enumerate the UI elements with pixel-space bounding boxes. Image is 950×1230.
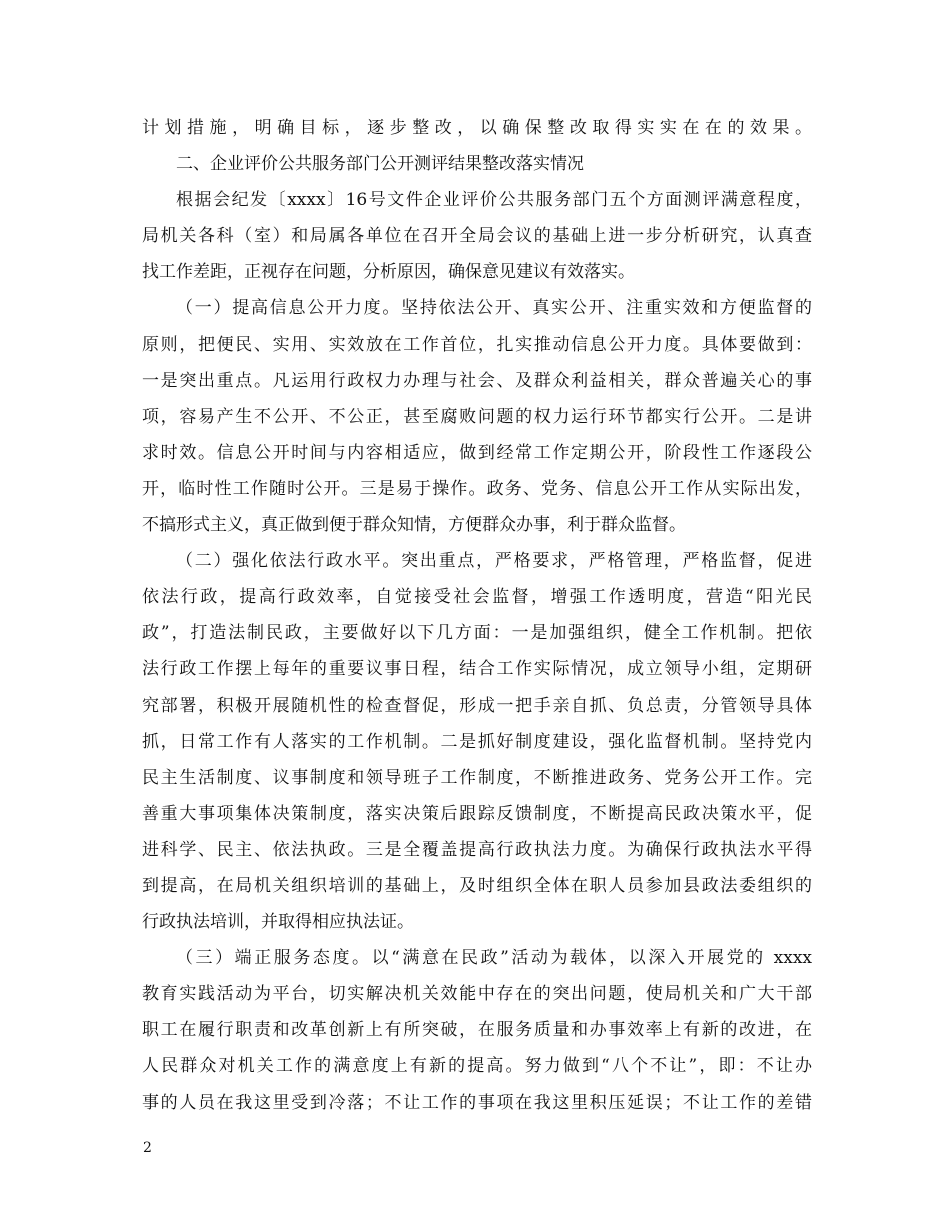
text-line: 根据会纪发〔xxxx〕16号文件企业评价公共服务部门五个方面测评满意程度， bbox=[176, 190, 812, 211]
text-line: 究部署，积极开展随机性的检查督促，形成一把手亲自抓、负总责，分管领导具体 bbox=[142, 695, 812, 716]
text-line: 找工作差距，正视存在问题，分析原因，确保意见建议有效落实。 bbox=[142, 262, 635, 283]
text-line: 教育实践活动为平台，切实解决机关效能中存在的突出问题，使局机关和广大干部 bbox=[142, 984, 812, 1005]
text-line: 职工在履行职责和改革创新上有所突破，在服务质量和办事效率上有新的改进，在 bbox=[142, 1020, 812, 1041]
text-line: 法行政工作摆上每年的重要议事日程，结合工作实际情况，成立领导小组，定期研 bbox=[142, 659, 812, 680]
text-line: 局机关各科（室）和局属各单位在召开全局会议的基础上进一步分析研究，认真查 bbox=[142, 226, 812, 247]
text-line: 开，临时性工作随时公开。三是易于操作。政务、党务、信息公开工作从实际出发， bbox=[142, 478, 812, 499]
text-line: 事的人员在我这里受到冷落；不让工作的事项在我这里积压延误；不让工作的差错 bbox=[142, 1092, 812, 1113]
text-line: （三）端正服务态度。以“满意在民政”活动为载体，以深入开展党的 xxxx bbox=[176, 948, 812, 969]
text-line: （二）强化依法行政水平。突出重点，严格要求，严格管理，严格监督，促进 bbox=[176, 551, 812, 572]
text-line: 项，容易产生不公开、不公正，甚至腐败问题的权力运行环节都实行公开。二是讲 bbox=[142, 406, 812, 427]
section-heading: 二、企业评价公共服务部门公开测评结果整改落实情况 bbox=[176, 154, 584, 175]
text-line: 人民群众对机关工作的满意度上有新的提高。努力做到“八个不让”，即：不让办 bbox=[142, 1056, 812, 1077]
body-text bbox=[142, 110, 812, 1121]
text-line: 计划措施，明确目标，逐步整改，以确保整改取得实实在在的效果。 bbox=[142, 118, 812, 138]
page-number: 2 bbox=[143, 1140, 152, 1156]
text-line: 依法行政，提高行政效率，自觉接受社会监督，增强工作透明度，营造“阳光民 bbox=[142, 587, 812, 608]
text-line: 原则，把便民、实用、实效放在工作首位，扎实推动信息公开力度。具体要做到： bbox=[142, 334, 812, 355]
text-line: 行政执法培训，并取得相应执法证。 bbox=[142, 912, 414, 933]
text-line: 一是突出重点。凡运用行政权力办理与社会、及群众利益相关，群众普遍关心的事 bbox=[142, 370, 812, 391]
text-line: 善重大事项集体决策制度，落实决策后跟踪反馈制度，不断提高民政决策水平，促 bbox=[142, 803, 812, 824]
text-line: 求时效。信息公开时间与内容相适应，做到经常工作定期公开，阶段性工作逐段公 bbox=[142, 442, 812, 463]
text-line: 到提高，在局机关组织培训的基础上，及时组织全体在职人员参加县政法委组织的 bbox=[142, 875, 812, 896]
text-line: 进科学、民主、依法执政。三是全覆盖提高行政执法力度。为确保行政执法水平得 bbox=[142, 839, 812, 860]
text-line: 不搞形式主义，真正做到便于群众知情，方便群众办事，利于群众监督。 bbox=[142, 515, 686, 536]
text-line: 政”，打造法制民政，主要做好以下几方面：一是加强组织，健全工作机制。把依 bbox=[142, 623, 812, 644]
text-line: 抓，日常工作有人落实的工作机制。二是抓好制度建设，强化监督机制。坚持党内 bbox=[142, 731, 812, 752]
text-line: 民主生活制度、议事制度和领导班子工作制度，不断推进政务、党务公开工作。完 bbox=[142, 767, 812, 788]
text-line: （一）提高信息公开力度。坚持依法公开、真实公开、注重实效和方便监督的 bbox=[176, 298, 812, 319]
